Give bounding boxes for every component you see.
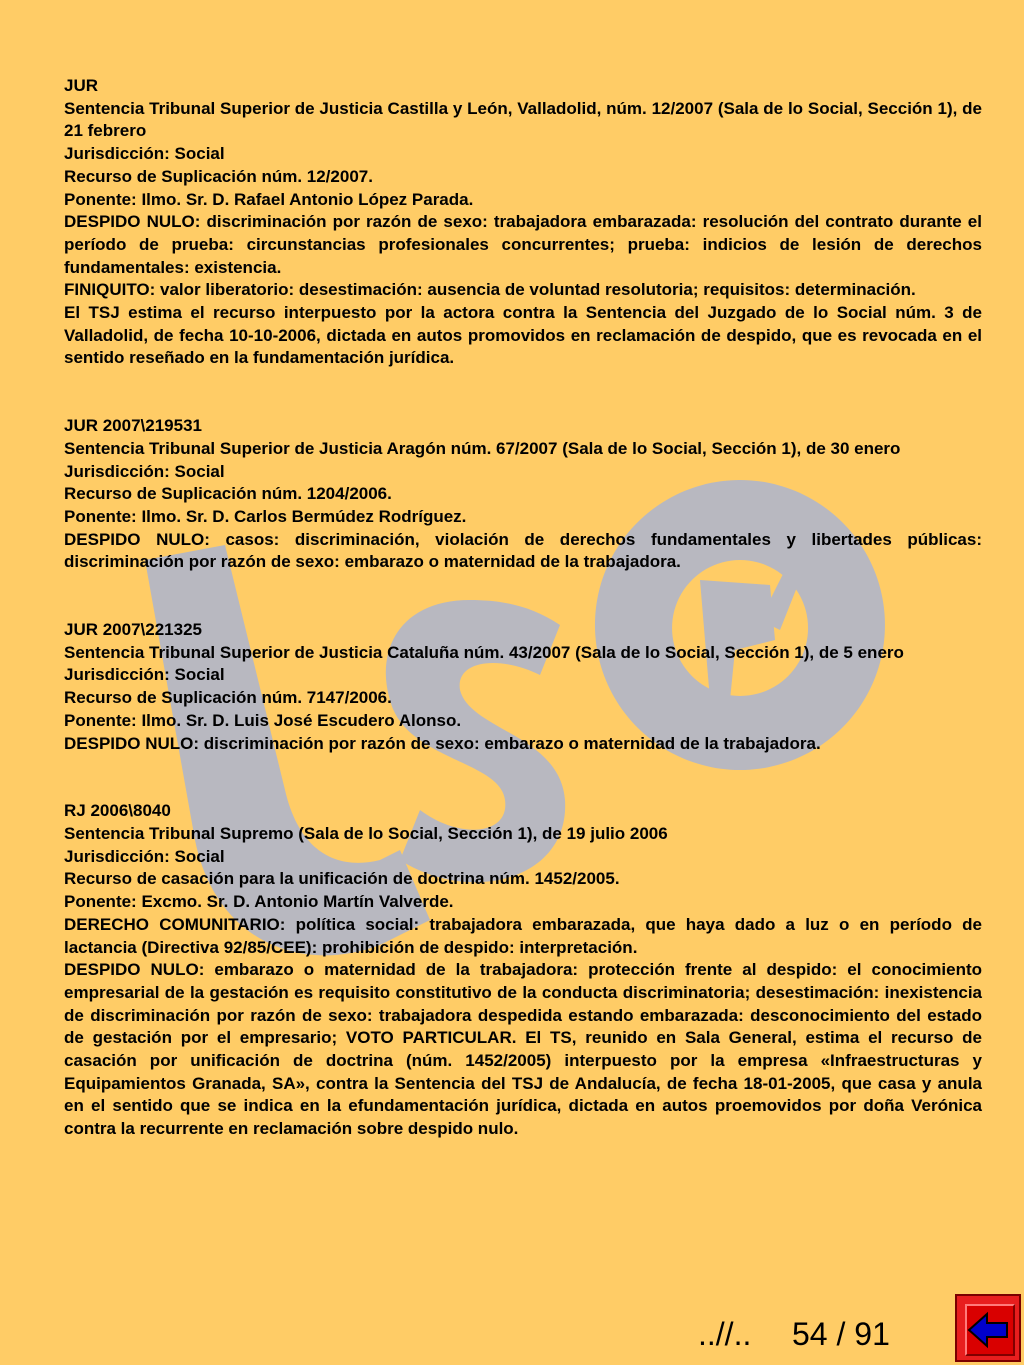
continue-link[interactable]: ..//.. [698,1316,752,1352]
case-summary: DESPIDO NULO: discriminación por razón de sexo: trabajadora embarazada: resolución del contrato durante el período de prueba: circunstancias profesionales concurrentes; prueba: indicios de lesión de derechos fundamentales: existencia. [64,212,982,277]
case-jurisdiction: Jurisdicción: Social [64,461,225,481]
page-indicator: 54 / 91 [792,1316,890,1352]
case-appeal: Recurso de Suplicación núm. 1204/2006. [64,484,392,504]
case-summary: DESPIDO NULO: discriminación por razón de sexo: embarazo o maternidad de la trabajadora. [64,733,821,753]
case-jurisdiction: Jurisdicción: Social [64,144,225,164]
case-rapporteur: Ponente: Ilmo. Sr. D. Luis José Escudero Alonso. [64,710,462,730]
case-rapporteur: Ponente: Ilmo. Sr. D. Rafael Antonio López Parada. [64,189,474,209]
case-title: Sentencia Tribunal Superior de Justicia Cataluña núm. 43/2007 (Sala de lo Social, Sección 1), de 5 enero [64,642,904,662]
case-summary: FINIQUITO: valor liberatorio: desestimación: ausencia de voluntad resolutoria; requisitos: determinación. [64,280,916,300]
back-arrow-icon [965,1308,1013,1352]
case-title: Sentencia Tribunal Supremo (Sala de lo Social, Sección 1), de 19 julio 2006 [64,823,668,843]
case-entry-1 [64,75,982,370]
case-appeal: Recurso de Suplicación núm. 7147/2006. [64,688,392,708]
case-reference: JUR 2007\221325 [64,620,203,640]
case-summary: DESPIDO NULO: casos: discriminación, violación de derechos fundamentales y libertades públicas: discriminación por razón de sexo: embarazo o maternidad de la trabajadora. [64,529,982,572]
case-reference: JUR 2007\219531 [64,416,203,436]
case-rapporteur: Ponente: Ilmo. Sr. D. Carlos Bermúdez Rodríguez. [64,506,467,526]
case-rapporteur: Ponente: Excmo. Sr. D. Antonio Martín Valverde. [64,892,454,912]
case-jurisdiction: Jurisdicción: Social [64,846,225,866]
back-button[interactable] [955,1294,1021,1362]
case-title: Sentencia Tribunal Superior de Justicia Castilla y León, Valladolid, núm. 12/2007 (Sala de lo Social, Sección 1), de 21 febrero [64,98,982,141]
case-ruling: El TSJ estima el recurso interpuesto por la actora contra la Sentencia del Juzgado de lo Social núm. 3 de Valladolid, de fecha 10-10-2006, dictada en autos promovidos en reclamación de despido, que es revocada en el sentido reseñado en la fundamentación jurídica. [64,303,982,368]
case-summary: DERECHO COMUNITARIO: política social: trabajadora embarazada, que haya dado a luz o en período de lactancia (Directiva 92/85/CEE): prohibición de despido: interpretación. [64,914,982,957]
case-entry-4 [64,800,982,1141]
case-title: Sentencia Tribunal Superior de Justicia Aragón núm. 67/2007 (Sala de lo Social, Sección 1), de 30 enero [64,438,901,458]
case-jurisdiction: Jurisdicción: Social [64,665,225,685]
case-reference: JUR [64,76,99,95]
case-appeal: Recurso de casación para la unificación de doctrina núm. 1452/2005. [64,869,620,889]
document-body [64,75,982,1141]
case-summary: DESPIDO NULO: embarazo o maternidad de la trabajadora: protección frente al despido: el conocimiento empresarial de la gestación es requisito constitutivo de la conducta discriminatoria; desestimación: inexistencia de discriminación por razón de sexo: trabajadora despedida estando embarazada: desconocimiento del estado de gestación por el empresario; VOTO PARTICULAR. El TS, reunido en Sala General, estima el recurso de casación por unificación de doctrina (núm. 1452/2005) interpuesto por la empresa «Infraestructuras y Equipamientos Granada, SA», contra la Sentencia del TSJ de Andalucía, de fecha 18-01-2005, que casa y anula en el sentido que se indica en la efundamentación jurídica, dictada en autos proemovidos por doña Verónica contra la recurrente en reclamación sobre despido nulo. [64,960,982,1139]
case-reference: RJ 2006\8040 [64,801,171,821]
case-entry-3 [64,619,982,755]
case-entry-2 [64,415,982,574]
case-appeal: Recurso de Suplicación núm. 12/2007. [64,166,373,186]
